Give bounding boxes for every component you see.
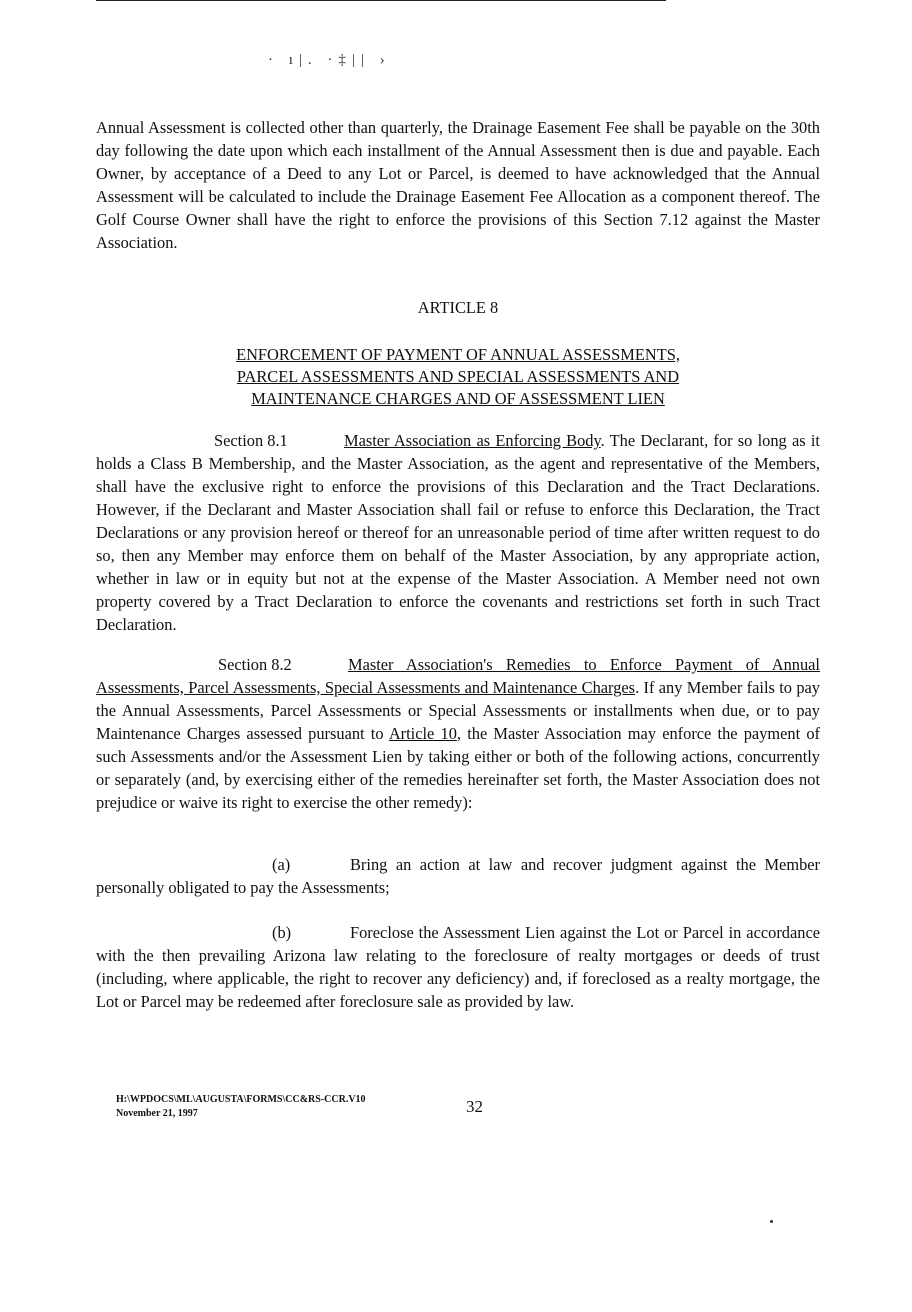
list-item-text: Bring an action at law and recover judgment against the Member personally obligated to pay the Assessments;	[96, 855, 820, 897]
list-item-text: Foreclose the Assessment Lien against the Lot or Parcel in accordance with the then prevailing Arizona law relating to the foreclosure of realty mortgages or deeds of trust (including, where applicable, the right to recover any deficiency) and, if foreclosed as a realty mortgage, the Lot or Parcel may be redeemed after foreclosure sale as provided by law.	[96, 923, 820, 1011]
footer-info	[116, 1093, 366, 1121]
article-title-line: ENFORCEMENT OF PAYMENT OF ANNUAL ASSESSMENTS,	[236, 345, 680, 364]
footer-path: H:\WPDOCS\ML\AUGUSTA\FORMS\CC&RS-CCR.V10	[116, 1094, 366, 1105]
section-text: , the Master Association may enforce the payment of such Assessments and/or the Assessment Lien by taking either or both of the following actions, concurrently or separately (and, by exercising either of the remedies hereinafter set forth, the Master Association does not prejudice or waive its right to exercise the other remedy):	[96, 724, 821, 812]
intro-paragraph: Annual Assessment is collected other than quarterly, the Drainage Easement Fee shall be payable on the 30th day following the date upon which each installment of the Annual Assessment then is due and payable. Each Owner, by acceptance of a Deed to any Lot or Parcel, is deemed to have acknowledged that the Annual Assessment will be calculated to include the Drainage Easement Fee Allocation as a component thereof. The Golf Course Owner shall have the right to enforce the provisions of this Section 7.12 against the Master Association.	[96, 118, 820, 252]
header-mark: · ı|. ·‡|| ›	[268, 52, 391, 68]
top-rule	[96, 0, 666, 1]
article-title-line: PARCEL ASSESSMENTS AND SPECIAL ASSESSMENTS AND	[236, 367, 680, 386]
list-item	[96, 921, 820, 1013]
section-title: Master Association as Enforcing Body	[344, 431, 601, 450]
footer-date: November 21, 1997	[116, 1108, 198, 1119]
section-number: Section 8.2	[218, 655, 292, 674]
section-8-1	[96, 429, 820, 636]
scan-speck	[770, 1220, 773, 1223]
section-title: Master Association's Remedies to Enforce Payment of Annual Assessments, Parcel Assessments, Special Assessments and Maintenance Charges	[96, 655, 820, 697]
list-item	[96, 853, 820, 899]
article-reference: Article 10	[388, 724, 457, 743]
page-number: 32	[466, 1097, 483, 1116]
list-item-label: (a)	[272, 855, 291, 874]
section-text: . The Declarant, for so long as it holds a Class B Membership, and the Master Association, as the agent and representative of the Members, shall have the exclusive right to enforce the provisions of this Declaration and the Tract Declarations. However, if the Declarant and Master Association shall fail or refuse to enforce this Declaration, the Tract Declarations or any provision hereof or thereof for an unreasonable period of time after written request to do so, then any Member may enforce them on behalf of the Master Association, by any appropriate action, whether in law or in equity but not at the expense of the Master Association. A Member need not own property covered by a Tract Declaration to enforce the covenants and restrictions set forth in such Tract Declaration.	[96, 431, 820, 634]
section-number: Section 8.1	[214, 431, 288, 450]
list-item-label: (b)	[272, 923, 292, 942]
section-text: . If any Member fails to pay the Annual Assessments, Parcel Assessments or Special Assessments or installments when due, or to pay Maintenance Charges assessed pursuant to	[96, 678, 820, 743]
article-title	[96, 344, 820, 410]
section-8-2	[96, 653, 820, 814]
article-number: ARTICLE 8	[417, 298, 499, 317]
article-title-line: MAINTENANCE CHARGES AND OF ASSESSMENT LIEN	[251, 389, 665, 408]
